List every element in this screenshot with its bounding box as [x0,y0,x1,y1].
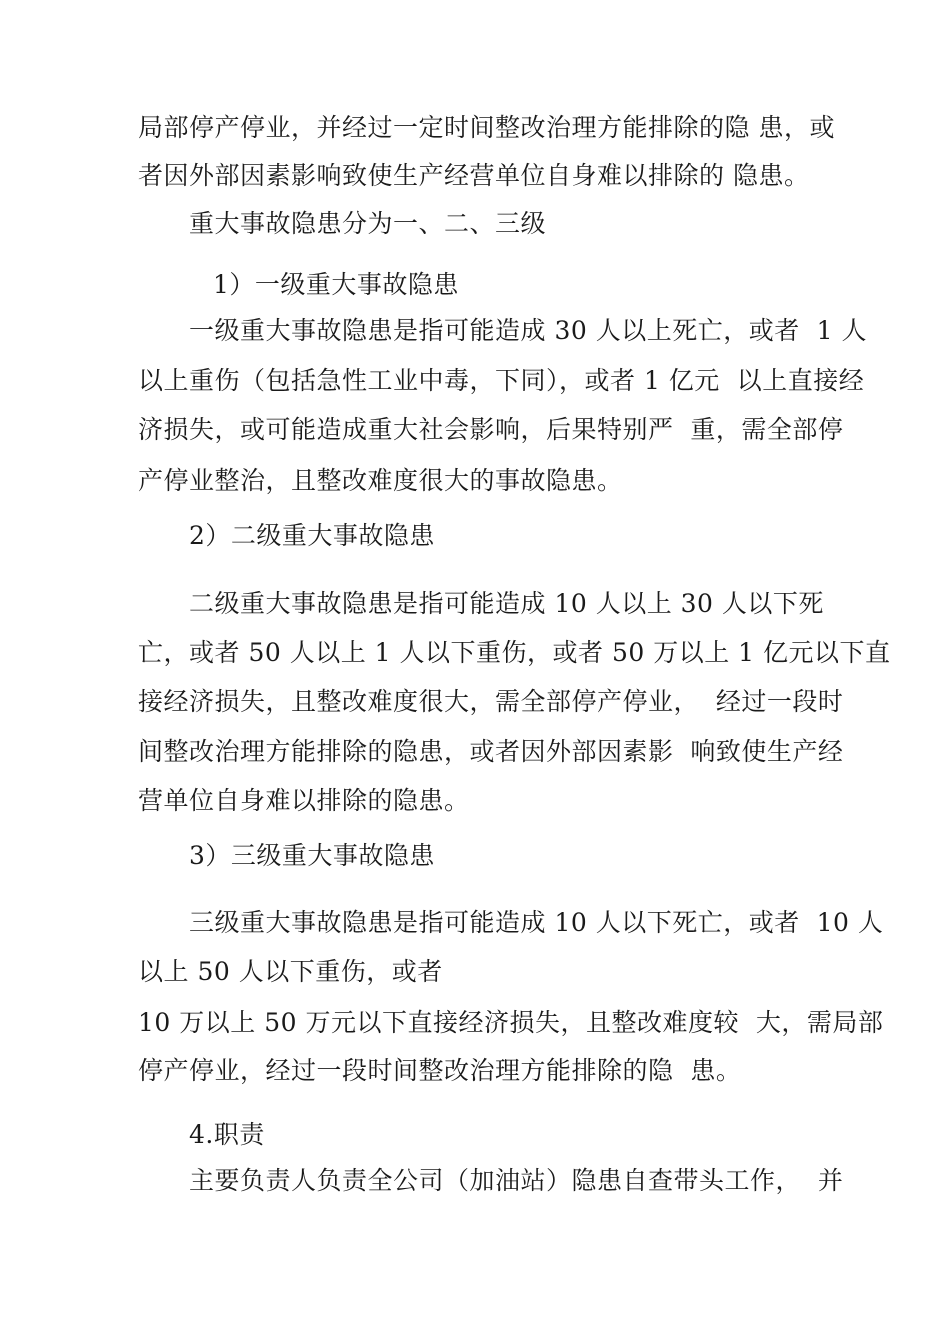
paragraph-line: 者因外部因素影响致使生产经营单位自身难以排除的 隐患。 [138,161,810,190]
section-heading-level-2: 2）二级重大事故隐患 [189,521,435,550]
paragraph-line: 亡，或者 50 人以上 1 人以下重伤，或者 50 万以上 1 亿元以下直 [138,638,891,667]
paragraph-line: 二级重大事故隐患是指可能造成 10 人以上 30 人以下死 [189,589,824,618]
paragraph-line: 以上 50 人以下重伤，或者 [138,957,443,986]
paragraph-line: 重大事故隐患分为一、二、三级 [189,209,547,238]
paragraph-line: 济损失，或可能造成重大社会影响，后果特别严 重，需全部停 [138,415,844,444]
section-heading-level-1: 1）一级重大事故隐患 [213,270,459,299]
paragraph-line: 10 万以上 50 万元以下直接经济损失，且整改难度较 大，需局部 [138,1008,884,1037]
paragraph-line: 一级重大事故隐患是指可能造成 30 人以上死亡，或者 1 人 [189,316,867,345]
section-heading-level-3: 3）三级重大事故隐患 [189,841,435,870]
paragraph-line: 接经济损失，且整改难度很大，需全部停产停业， 经过一段时 [138,687,844,716]
paragraph-line: 以上重伤（包括急性工业中毒，下同），或者 1 亿元 以上直接经 [138,366,865,395]
section-heading-duties: 4.职责 [189,1120,265,1149]
paragraph-line: 间整改治理方能排除的隐患，或者因外部因素影 响致使生产经 [138,737,844,766]
paragraph-line: 三级重大事故隐患是指可能造成 10 人以下死亡，或者 10 人 [189,908,884,937]
paragraph-line: 产停业整治，且整改难度很大的事故隐患。 [138,466,623,495]
paragraph-line: 停产停业，经过一段时间整改治理方能排除的隐 患。 [138,1056,742,1085]
paragraph-line: 局部停产停业，并经过一定时间整改治理方能排除的隐 患，或 [138,113,835,142]
paragraph-line: 营单位自身难以排除的隐患。 [138,786,470,815]
paragraph-line: 主要负责人负责全公司（加油站）隐患自查带头工作， 并 [189,1166,844,1195]
